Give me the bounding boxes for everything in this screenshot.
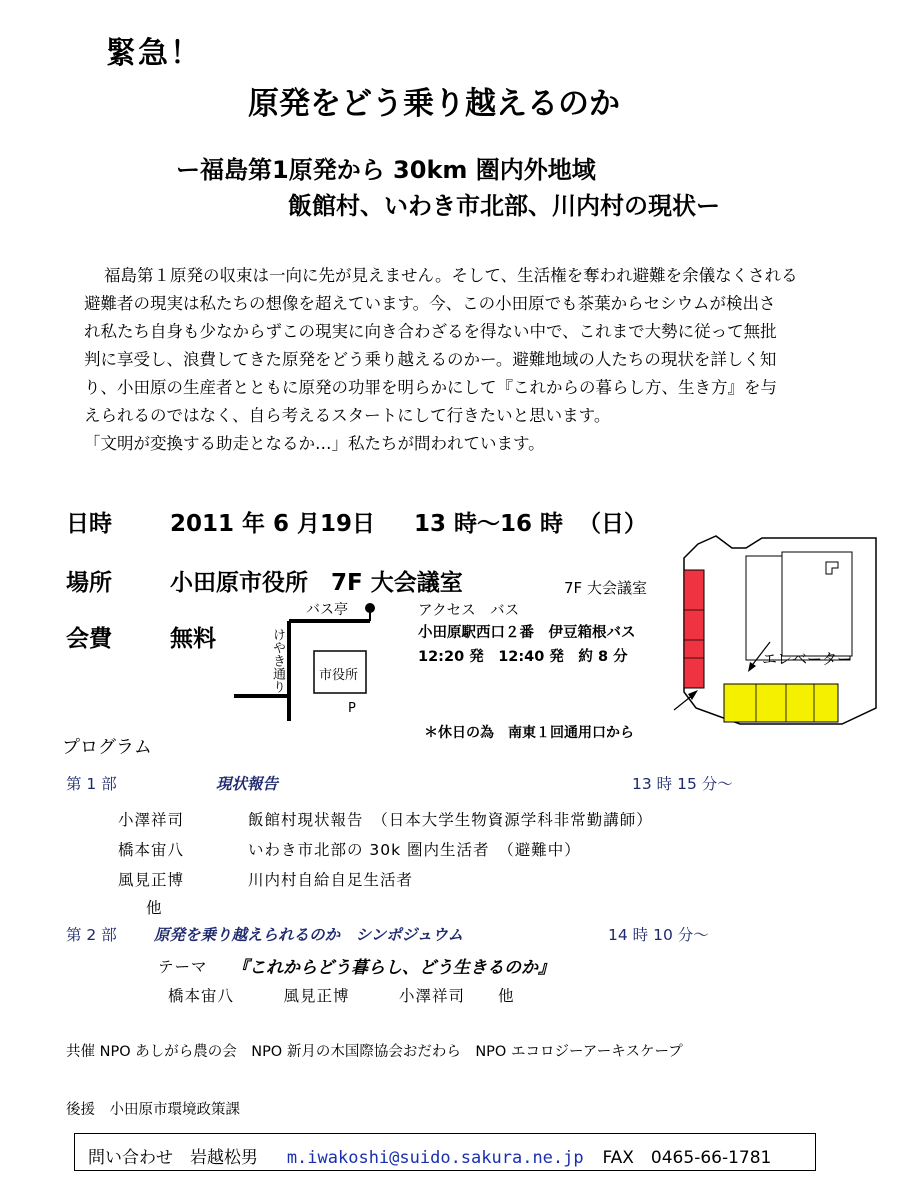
part2-time: 14 時 10 分～ [608,926,709,944]
date-label: 日時 [66,511,112,537]
part1-label: 第 1 部 [66,775,117,793]
page-title: 原発をどう乗り越えるのか [248,86,620,122]
place-label: 場所 [66,570,112,596]
elevator-label: エレベーター [762,650,853,668]
intro-line-4: 判に享受し、浪費してきた原発をどう乗り越えるのかー。避難地域の人たちの現状を詳しく知 [84,350,777,369]
speaker-1-topic: 飯館村現状報告 （日本大学生物資源学科非常勤講師） [248,811,653,829]
parking-label: P [348,701,356,716]
fee-value: 無料 [170,626,216,652]
subtitle-line-2: 飯館村、いわき市北部、川内村の現状ー [288,192,720,220]
support: 後援 小田原市環境政策課 [66,1102,240,1118]
urgent-heading: 緊急！ [106,36,202,71]
contact-line [88,1143,771,1168]
bus-stop-label: バス亭 [306,602,348,618]
contact-fax: FAX 0465-66-1781 [602,1148,772,1168]
conference-room-red [684,570,704,688]
floor-plan [666,532,886,742]
speaker-3-name: 風見正博 [118,871,185,889]
organizers: 共催 NPO あしがら農の会 NPO 新月の木国際協会おだわら NPO エコロジーアーキスケープ [66,1044,683,1060]
part2-label: 第 2 部 [66,926,117,944]
bus-stop-marker [365,603,375,613]
access-line-1: 小田原駅西口２番 伊豆箱根バス [418,625,636,641]
weekday-value: （日） [578,511,647,537]
contact-email-link[interactable]: m.iwakoshi@suido.sakura.ne.jp [286,1148,584,1168]
part2-title: 原発を乗り越えられるのか シンポジュウム [154,926,464,944]
fee-label: 会費 [66,626,112,652]
intro-line-5: り、小田原の生産者とともに原発の功罪を明らかにして『これからの暮らし方、生き方』を与 [84,378,777,397]
speaker-1-name: 小澤祥司 [118,811,185,829]
program-heading: プログラム [62,737,152,758]
speaker-3-topic: 川内村自給自足生活者 [248,871,414,889]
access-label: アクセス バス [418,603,520,619]
contact-label: 問い合わせ 岩越松男 [88,1148,258,1168]
city-hall-label: 市役所 [319,668,359,683]
part1-time: 13 時 15 分～ [632,775,733,793]
access-note: ＊休日の為 南東１回通用口から [424,725,634,741]
theme-text: 『これからどう暮らし、どう生きるのか』 [232,958,555,978]
others-label: 他 [146,899,163,917]
access-line-2: 12:20 発 12:40 発 約 8 分 [418,649,628,665]
part1-title: 現状報告 [216,775,279,793]
yellow-corridor [724,684,838,722]
intro-line-2: 避難者の現実は私たちの想像を超えています。今、この小田原でも茶葉からセシウムが検出さ [84,294,776,313]
intro-line-6: えられるのではなく、自ら考えるスタートにして行きたいと思います。 [84,406,611,425]
intro-line-3: れ私たち自身も少なからずこの現実に向き合わざるを得ない中で、これまで大勢に従って無批 [84,322,777,341]
place-value: 小田原市役所 7F 大会議室 [170,570,463,596]
subtitle-line-1: ー福島第1原発から 30km 圏内外地域 [176,156,596,184]
speaker-2-name: 橋本宙八 [118,841,185,859]
time-value: 13 時～16 時 [414,511,564,537]
street-label: けやき通り [270,628,285,693]
intro-line-1: 福島第１原発の収束は一向に先が見えません。そして、生活権を奪われ避難を余儀なくされる [104,266,798,285]
panel-members: 橋本宙八 風見正博 小澤祥司 他 [168,987,515,1005]
date-value: 2011 年 6 月19日 [170,511,376,537]
theme-label: テーマ [158,958,208,976]
inner-hall-section [782,552,852,656]
speaker-2-topic: いわき市北部の 30k 圏内生活者 （避難中） [248,841,581,859]
floor-room-label: 7F 大会議室 [564,579,647,597]
intro-line-7: 「文明が変換する助走となるか…」私たちが問われています。 [84,434,545,453]
